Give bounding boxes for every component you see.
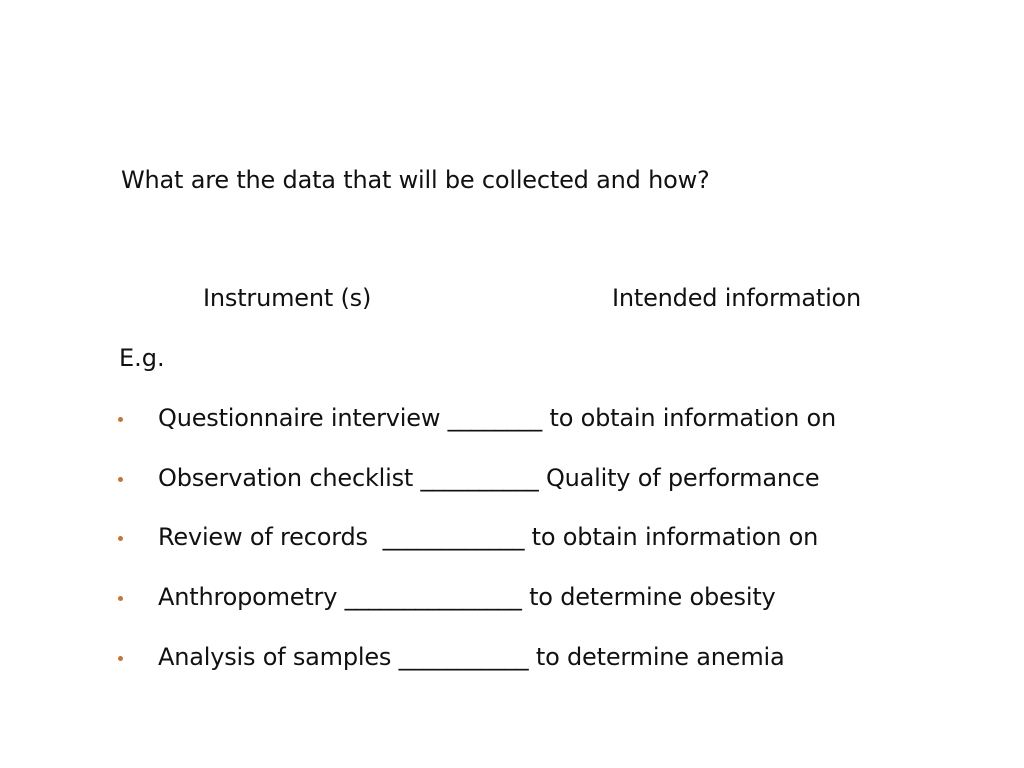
column-header-intended-information: Intended information (612, 284, 862, 312)
bullet-icon (118, 417, 123, 422)
list-item-text: Anthropometry _______________ to determine obesity (158, 583, 776, 611)
question-heading: What are the data that will be collected and how? (121, 166, 710, 194)
column-header-instrument: Instrument (s) (203, 284, 372, 312)
bullet-icon (118, 656, 123, 661)
list-item-text: Review of records ____________ to obtain information on (158, 523, 819, 551)
list-item-text: Observation checklist __________ Quality of performance (158, 464, 820, 492)
list-item-text: Analysis of samples ___________ to determine anemia (158, 643, 785, 671)
list-item-text: Questionnaire interview ________ to obtain information on (158, 404, 837, 432)
bullet-icon (118, 477, 123, 482)
bullet-icon (118, 596, 123, 601)
example-label: E.g. (119, 344, 165, 372)
bullet-icon (118, 536, 123, 541)
